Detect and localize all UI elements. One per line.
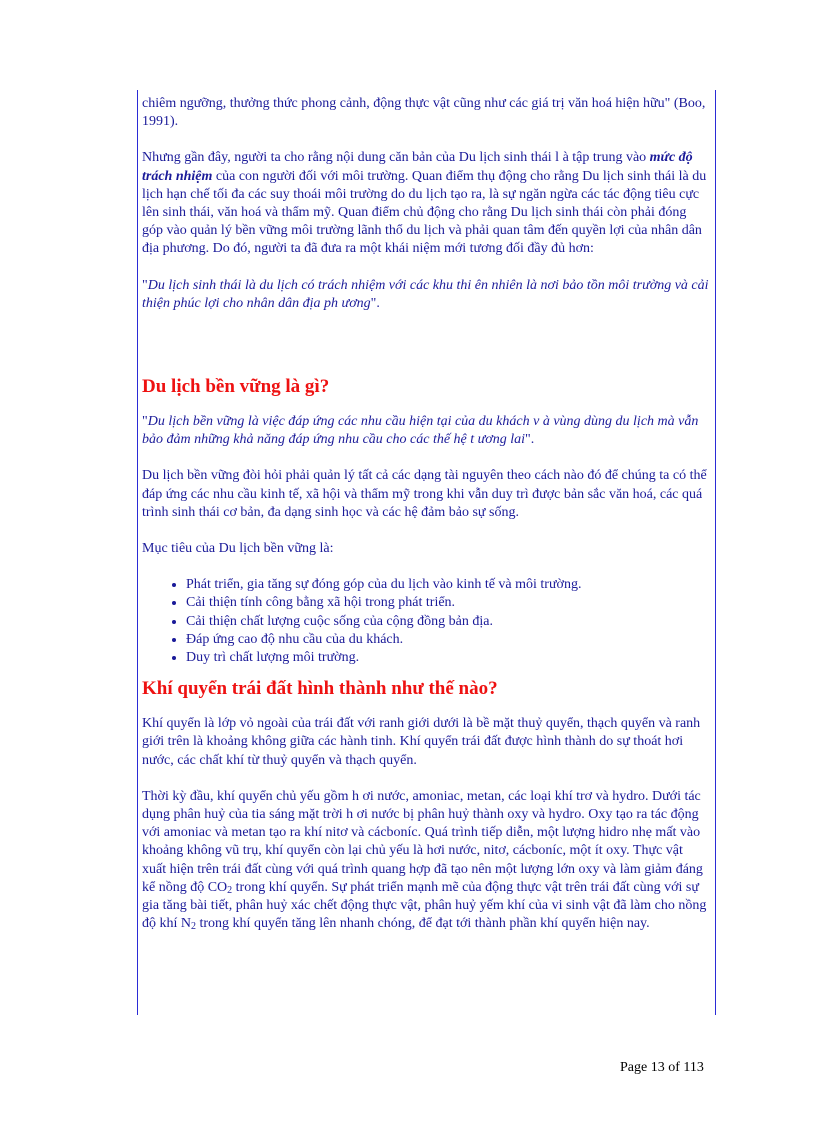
- atmosphere-paragraph-1: Khí quyển là lớp vỏ ngoài của trái đất với ranh giới dưới là bề mặt thuỷ quyển, thạch quyển và ranh giới trên là khoảng không giữa các hành tinh. Khí quyển trái đất được hình thành do sự thoát hơi nước, các chất khí từ thuỷ quyển và thạch quyển.: [142, 716, 701, 768]
- list-item: • Phát triển, gia tăng sự đóng góp của du lịch vào kinh tế và môi trường.: [186, 576, 710, 594]
- list-item: • Cải thiện chất lượng cuộc sống của cộng đồng bản địa.: [186, 613, 710, 631]
- intro-paragraph-2: Nhưng gần đây, người ta cho rằng nội dung căn bản của Du lịch sinh thái l à tập trung vào mức độ trách nhiệm của con người đối với môi trường. Quan điểm thụ động cho rằng Du lịch sinh thái là du lịch hạn chế tối đa các suy thoái môi trường do du lịch tạo ra, là sự ngăn ngừa các tác động tiêu cực lên sinh thái, văn hoá và thẩm mỹ. Quan điểm chủ động cho rằng Du lịch sinh thái còn phải đóng góp vào quản lý bền vững môi trường lãnh thổ du lịch và phải quan tâm đến quyền lợi của nhân dân địa phương. Do đó, người ta đã đưa ra một khái niệm mới tương đối đầy đủ hơn:: [142, 150, 707, 257]
- page-number: Page 13 of 113: [620, 1060, 704, 1075]
- heading-atmosphere: Khí quyển trái đất hình thành như thế nào?: [142, 678, 498, 700]
- heading-sustainable-tourism: Du lịch bền vững là gì?: [142, 376, 330, 398]
- list-item: • Đáp ứng cao độ nhu cầu của du khách.: [186, 631, 710, 649]
- intro-quote: "Du lịch sinh thái là du lịch có trách nhiệm với các khu thi ên nhiên là nơi bảo tồn môi trường và cải thiện phúc lợi cho nhân dân địa ph ương".: [142, 277, 709, 311]
- atmosphere-paragraph-2: Thời kỳ đầu, khí quyển chủ yếu gồm h ơi nước, amoniac, metan, các loại khí trơ và hydro. Dưới tác dụng phân huỷ của tia sáng mặt trời h ơi nước bị phân huỷ thành oxy và hydro. Oxy tạo ra tác động với amoniac và metan tạo ra khí nitơ và cácboníc. Quá trình tiếp diễn, một lượng hidro nhẹ mất vào khoảng không vũ trụ, khí quyển còn lại chủ yếu là hơi nước, nitơ, cácboníc, một ít oxy. Thực vật xuất hiện trên trái đất cùng với quá trình quang hợp đã tạo nên một lượng lớn oxy và làm giảm đáng kể nồng độ $CO_2$ trong khí quyển. Sự phát triển mạnh mẽ của động thực vật trên trái đất cùng với sự gia tăng bài tiết, phân huỷ xác chết động thực vật, phân huỷ yếm khí của vi sinh vật đã làm cho nồng độ khí $N_2$ trong khí quyển tăng lên nhanh chóng, để đạt tới thành phần khí quyển hiện nay.: [142, 788, 707, 933]
- sustainable-paragraph-1: Du lịch bền vững đòi hỏi phải quản lý tất cả các dạng tài nguyên theo cách nào đó để chúng ta có thể đáp ứng các nhu cầu kinh tế, xã hội và thẩm mỹ trong khi vẫn duy trì được bản sắc văn hoá, các quá trình sinh thái cơ bản, đa dạng sinh học và các hệ đảm bảo sự sống.: [142, 468, 707, 520]
- sustainable-goals-list: [142, 576, 710, 667]
- intro-paragraph-1: chiêm ngưỡng, thưởng thức phong cảnh, động thực vật cũng như các giá trị văn hoá hiện hữu" (Boo, 1991).: [142, 96, 706, 130]
- sustainable-goals-intro: Mục tiêu của Du lịch bền vững là:: [142, 541, 334, 557]
- list-item: • Cải thiện tính công bằng xã hội trong phát triển.: [186, 594, 710, 612]
- emphasis-responsibility: mức độ trách nhiệm: [142, 150, 693, 184]
- document-content: [142, 95, 710, 952]
- list-item: • Duy trì chất lượng môi trường.: [186, 649, 710, 667]
- sustainable-quote: "Du lịch bền vững là việc đáp ứng các nhu cầu hiện tại của du khách v à vùng dùng du lịch mà vẫn bảo đảm những khả năng đáp ứng nhu cầu cho các thế hệ t ương lai".: [142, 414, 699, 448]
